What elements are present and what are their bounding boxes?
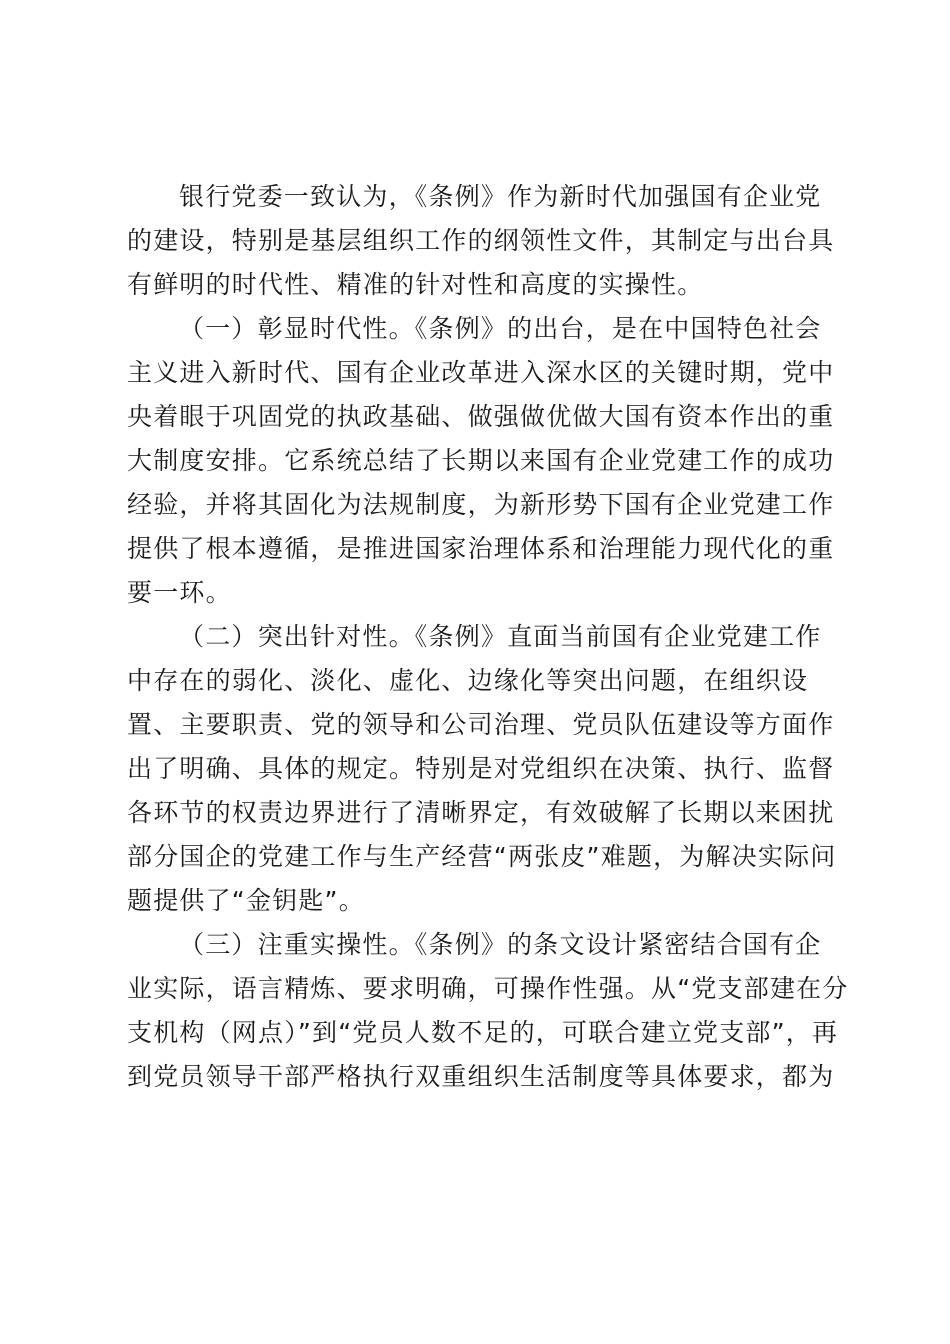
text-line: 各环节的权责边界进行了清晰界定，有效破解了长期以来困扰 [127,798,835,827]
text-line: 支机构（网点）”到“党员人数不足的，可联合建立党支部”，再 [127,1018,839,1047]
text-line: 题提供了“金钥匙”。 [127,886,365,915]
text-line: 的建设，特别是基层组织工作的纲领性文件，其制定与出台具 [127,226,835,255]
text-line: 大制度安排。它系统总结了长期以来国有企业党建工作的成功 [127,446,835,475]
paragraph-intro [127,175,835,307]
paragraph-section-1 [127,307,835,615]
paragraph-section-2 [127,615,837,923]
text-line: 业实际，语言精炼、要求明确，可操作性强。从“党支部建在分 [127,974,849,1003]
text-line: 主义进入新时代、国有企业改革进入深水区的关键时期，党中 [127,358,835,387]
text-line: （二）突出针对性。《条例》直面当前国有企业党建工作 [179,622,822,651]
text-line: 有鲜明的时代性、精准的针对性和高度的实操性。 [127,270,704,299]
text-line: 要一环。 [127,578,232,607]
text-line: 经验，并将其固化为法规制度，为新形势下国有企业党建工作 [127,490,835,519]
text-line: 提供了根本遵循，是推进国家治理体系和治理能力现代化的重 [127,534,835,563]
text-line: 中存在的弱化、淡化、虚化、边缘化等突出问题，在组织设 [127,666,809,695]
text-line: 出了明确、具体的规定。特别是对党组织在决策、执行、监督 [127,754,835,783]
text-line: （三）注重实操性。《条例》的条文设计紧密结合国有企 [179,930,822,959]
text-line: 置、主要职责、党的领导和公司治理、党员队伍建设等方面作 [127,710,835,739]
text-line: 到党员领导干部严格执行双重组织生活制度等具体要求，都为 [127,1062,835,1091]
text-line: （一）彰显时代性。《条例》的出台，是在中国特色社会 [179,314,822,343]
paragraph-section-3 [127,923,849,1099]
text-line: 部分国企的党建工作与生产经营“两张皮”难题，为解决实际问 [127,842,837,871]
text-line: 银行党委一致认为，《条例》作为新时代加强国有企业党 [179,182,822,211]
text-line: 央着眼于巩固党的执政基础、做强做优做大国有资本作出的重 [127,402,835,431]
document-body [127,175,849,1099]
